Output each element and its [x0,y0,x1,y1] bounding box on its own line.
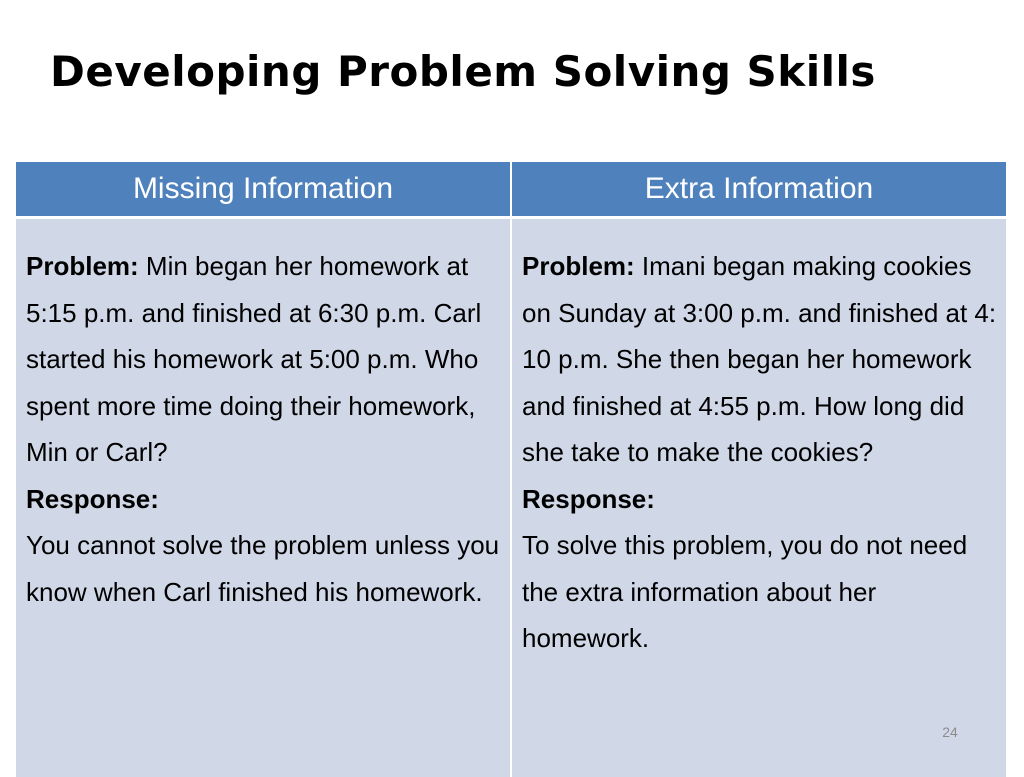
column-header-extra-information: Extra Information [511,162,1006,218]
problem-label: Problem: [26,251,139,281]
table-header-row [16,162,1006,218]
extra-problem-paragraph [522,243,1000,476]
missing-problem-paragraph [26,243,504,476]
problem-label: Problem: [522,251,635,281]
response-text: To solve this problem, you do not need the extra information about her homework. [522,522,1000,662]
response-text: You cannot solve the problem unless you know when Carl finished his homework. [26,522,504,615]
problem-text: Min began her homework at 5:15 p.m. and finished at 6:30 p.m. Carl started his homework at 5:00 p.m. Who spent more time doing their homework, Min or Carl? [26,251,481,467]
response-label: Response: [26,476,504,523]
column-header-missing-information: Missing Information [16,162,511,218]
slide-title: Developing Problem Solving Skills [50,42,990,102]
missing-information-cell [16,218,511,777]
table-row [16,218,1006,777]
response-label: Response: [522,476,1000,523]
slide-number: 24 [930,724,970,740]
problem-text: Imani began making cookies on Sunday at 3:00 p.m. and finished at 4: 10 p.m. She then began her homework and finished at 4:55 p.m. How long did she take to make the cookies? [522,251,996,467]
extra-information-cell [511,218,1006,777]
info-table [16,162,1006,777]
